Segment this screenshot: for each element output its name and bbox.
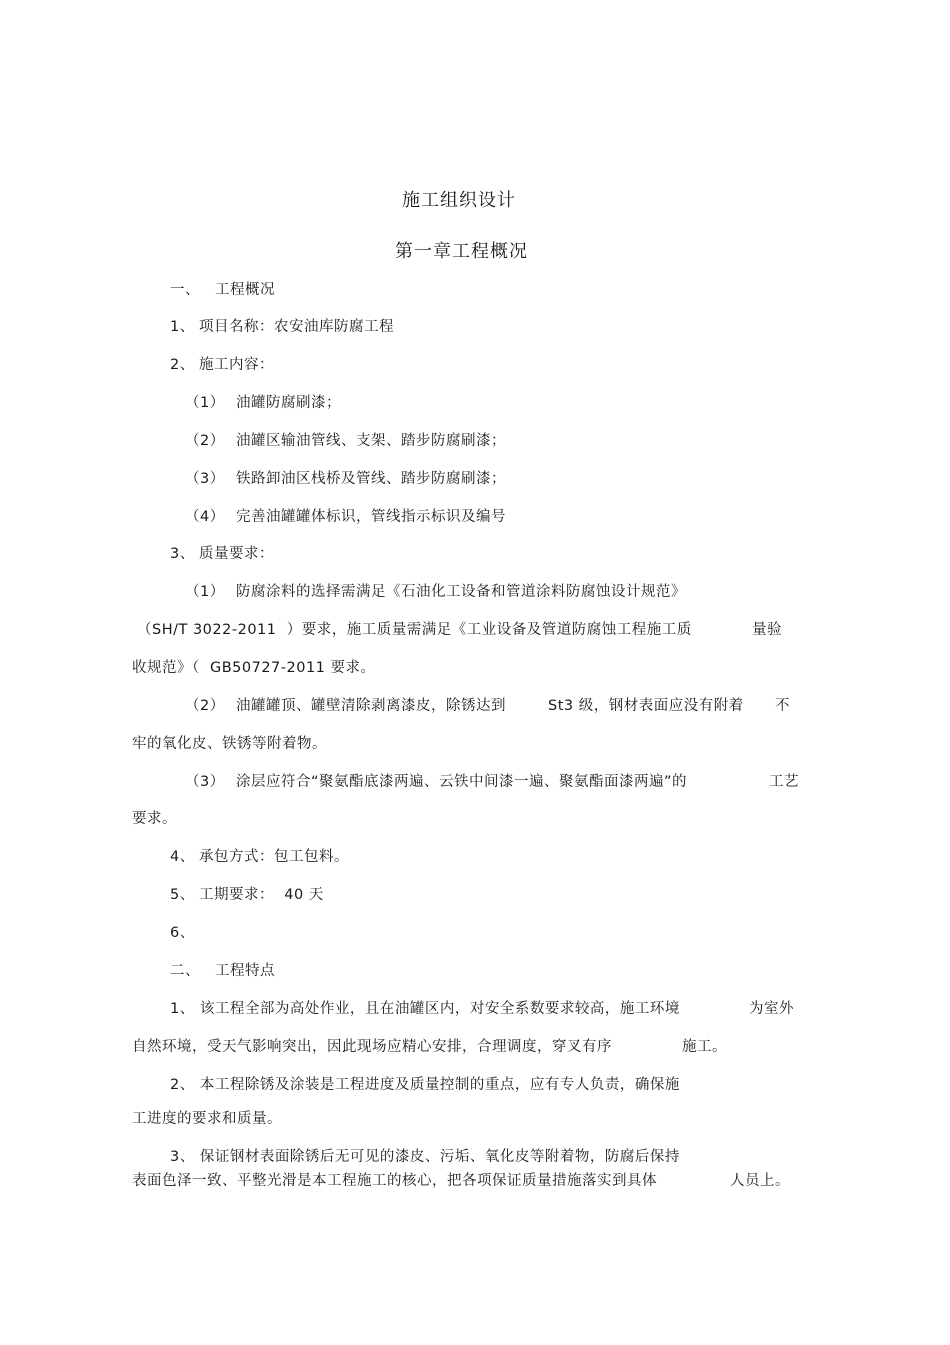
chapter-title: 第一章工程概况 <box>395 241 528 262</box>
sub-item-number: （4） <box>185 509 225 525</box>
item-number: 2、 <box>170 357 195 373</box>
section-number: 一、 <box>170 282 200 298</box>
paragraph-line-tail: 工艺 <box>769 774 799 790</box>
paragraph-line: 要求。 <box>132 811 177 827</box>
sub-item-text: 油罐防腐刷漆； <box>236 395 341 411</box>
sub-item-number: （3） <box>185 774 225 790</box>
sub-item-number: （1） <box>185 584 225 600</box>
paragraph-line: （SH/T 3022-2011 ）要求，施工质量需满足《工业设备及管道防腐蚀工程施工质 <box>137 622 692 638</box>
item-text: 质量要求： <box>199 546 274 562</box>
paragraph-line-tail: 量验 <box>752 622 782 638</box>
section-heading: 工程特点 <box>215 963 275 979</box>
sub-item-number: （1） <box>185 395 225 411</box>
paragraph-line: 收规范》（ GB50727-2011 要求。 <box>132 660 376 676</box>
sub-item-text: 油罐区输油管线、支架、踏步防腐刷漆； <box>236 433 506 449</box>
paragraph-line-middle: St3 级，钢材表面应没有附着 <box>548 698 744 714</box>
section-number: 二、 <box>170 963 200 979</box>
paragraph-line: 牢的氧化皮、铁锈等附着物。 <box>132 736 327 752</box>
item-number: 3、 <box>170 546 195 562</box>
item-number: 4、 <box>170 849 195 865</box>
paragraph-line-tail: 人员上。 <box>730 1173 790 1189</box>
item-text: 承包方式：包工包料。 <box>199 849 349 865</box>
sub-item-number: （3） <box>185 471 225 487</box>
item-number: 6、 <box>170 925 195 941</box>
item-text: 工期要求： 40 天 <box>199 887 324 903</box>
paragraph-line: 油罐罐顶、罐壁清除剥离漆皮，除锈达到 <box>236 698 506 714</box>
sub-item-text: 铁路卸油区栈桥及管线、踏步防腐刷漆； <box>236 471 506 487</box>
paragraph-line: 工进度的要求和质量。 <box>132 1111 282 1127</box>
item-number: 1、 <box>170 319 195 335</box>
paragraph-line: 1、 该工程全部为高处作业，且在油罐区内，对安全系数要求较高，施工环境 <box>170 1001 680 1017</box>
paragraph-line-tail: 为室外 <box>749 1001 794 1017</box>
paragraph-line-tail: 施工。 <box>682 1039 727 1055</box>
sub-item-text: 完善油罐罐体标识，管线指示标识及编号 <box>236 509 506 525</box>
paragraph-line: 防腐涂料的选择需满足《石油化工设备和管道涂料防腐蚀设计规范》 <box>236 584 686 600</box>
section-heading: 工程概况 <box>215 282 275 298</box>
sub-item-number: （2） <box>185 698 225 714</box>
paragraph-line: 表面色泽一致、平整光滑是本工程施工的核心，把各项保证质量措施落实到具体 <box>132 1173 657 1189</box>
item-number: 5、 <box>170 887 195 903</box>
sub-item-number: （2） <box>185 433 225 449</box>
item-text: 项目名称：农安油库防腐工程 <box>199 319 394 335</box>
item-text: 施工内容： <box>199 357 274 373</box>
paragraph-line: 2、 本工程除锈及涂装是工程进度及质量控制的重点，应有专人负责，确保施 <box>170 1077 680 1093</box>
paragraph-line: 自然环境，受天气影响突出，因此现场应精心安排，合理调度，穿叉有序 <box>132 1039 612 1055</box>
paragraph-line-tail: 不 <box>775 698 790 714</box>
document-title: 施工组织设计 <box>402 190 516 211</box>
paragraph-line: 3、 保证钢材表面除锈后无可见的漆皮、污垢、氧化皮等附着物，防腐后保持 <box>170 1149 680 1165</box>
paragraph-line: 涂层应符合“聚氨酯底漆两遍、云铁中间漆一遍、聚氨酯面漆两遍”的 <box>236 774 688 790</box>
